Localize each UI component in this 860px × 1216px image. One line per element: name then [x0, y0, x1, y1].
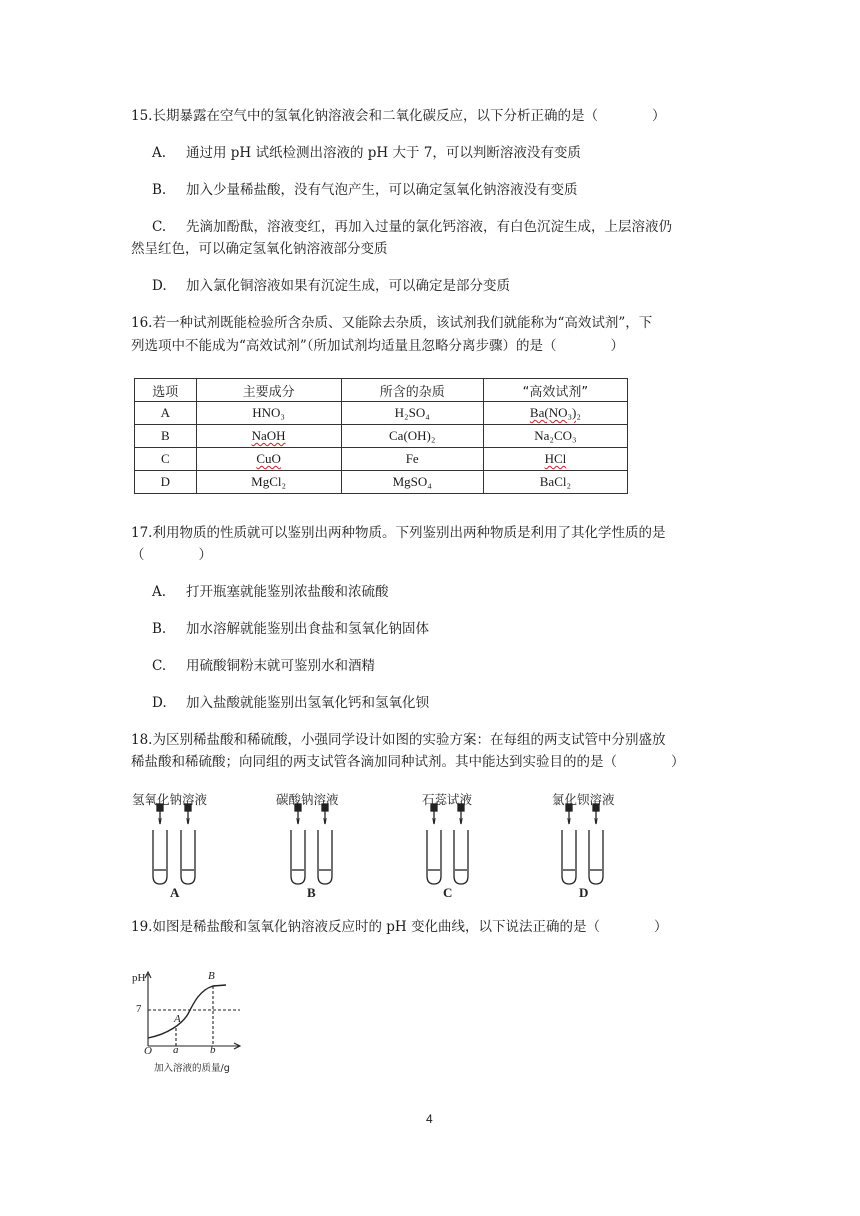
q17-option-c: [152, 656, 375, 676]
q15-option-d: [152, 276, 510, 296]
table-row: [135, 402, 628, 425]
option-letter: C.: [152, 658, 167, 674]
header-cell: 选项: [135, 379, 197, 402]
graph-xtick-a: a: [173, 1044, 179, 1056]
q15-option-c: [152, 217, 672, 237]
reagent-label-d: 氯化钡溶液: [552, 792, 615, 807]
reagent-label-a: 氢氧化钠溶液: [132, 792, 208, 807]
table-cell: A: [135, 402, 197, 425]
option-letter: A.: [152, 584, 167, 600]
q17-option-d: [152, 693, 429, 713]
ph-curve: [148, 985, 226, 1038]
graph-ylabel: pH: [132, 972, 146, 984]
table-header-row: [135, 379, 628, 402]
q18-stem-line2: 稀盐酸和稀硫酸；向同组的两支试管各滴加同种试剂。其中能达到实验目的的是（ ）: [131, 754, 685, 770]
graph-xtick-b: b: [210, 1044, 216, 1056]
option-letter: D.: [152, 695, 167, 711]
group-letter-c: C: [443, 885, 453, 900]
option-text: 加入氯化铜溶液如果有沉淀生成，可以确定是部分变质: [186, 278, 510, 294]
tube-group-c: [427, 804, 468, 884]
graph-xlabel: 加入溶液的质量/g: [154, 1063, 230, 1074]
q17-stem: 17.利用物质的性质就可以鉴别出两种物质。下列鉴别出两种物质是利用了其化学性质的是: [131, 525, 666, 541]
table-cell: [196, 448, 341, 471]
table-cell: B: [135, 425, 197, 448]
q15-option-a: [152, 143, 581, 163]
q17-option-b: [152, 619, 429, 639]
table-cell: Na₂CO₃: [483, 425, 627, 448]
q15-option-b: [152, 180, 578, 200]
cell-text: NaOH: [251, 428, 286, 443]
option-letter: D.: [152, 278, 167, 294]
table-cell: MgSO₄: [341, 471, 483, 494]
option-text: 先滴加酚酞，溶液变红，再加入过量的氯化钙溶液，有白色沉淀生成，上层溶液仍: [186, 219, 672, 235]
header-cell: 所含的杂质: [341, 379, 483, 402]
option-letter: B.: [152, 621, 167, 637]
graph-ytick-7: 7: [136, 1003, 142, 1015]
q17-stem-paren: （ ）: [131, 547, 212, 563]
reagent-label-b: 碳酸钠溶液: [276, 792, 339, 807]
table-row: [135, 425, 628, 448]
table-row: [135, 448, 628, 471]
page-number: 4: [426, 1112, 433, 1126]
tube-group-d: [562, 804, 603, 884]
group-letter-b: B: [307, 885, 316, 900]
group-letter-d: D: [579, 885, 589, 900]
cell-text: Ba(NO₃)₂: [529, 405, 581, 420]
table-cell: [483, 448, 627, 471]
q17-option-a: [152, 582, 389, 602]
table-cell: MgCl₂: [196, 471, 341, 494]
option-text: 加入少量稀盐酸，没有气泡产生，可以确定氢氧化钠溶液没有变质: [186, 182, 578, 198]
tube-group-a: [153, 804, 195, 884]
cell-text: CuO: [256, 451, 281, 466]
table-cell: H₂SO₄: [341, 402, 483, 425]
q16-table: [134, 378, 628, 494]
cell-text: HCl: [544, 451, 567, 466]
table-row: [135, 471, 628, 494]
table-cell: Fe: [341, 448, 483, 471]
graph-point-b: B: [208, 970, 215, 982]
table-cell: [196, 425, 341, 448]
test-tube-figure: [126, 790, 646, 902]
option-letter: C.: [152, 219, 167, 235]
header-cell: 主要成分: [196, 379, 341, 402]
option-letter: B.: [152, 182, 167, 198]
graph-point-a: A: [174, 1013, 181, 1025]
q15-option-c-continued: 然呈红色，可以确定氢氧化钠溶液部分变质: [131, 241, 388, 257]
table-cell: [483, 402, 627, 425]
table-cell: Ca(OH)₂: [341, 425, 483, 448]
option-text: 加水溶解就能鉴别出食盐和氢氧化钠固体: [186, 621, 429, 637]
q19-stem: 19.如图是稀盐酸和氢氧化钠溶液反应时的 pH 变化曲线，以下说法正确的是（ ）: [131, 919, 668, 935]
table-cell: BaCl₂: [483, 471, 627, 494]
group-letter-a: A: [170, 885, 180, 900]
option-text: 加入盐酸就能鉴别出氢氧化钙和氢氧化钡: [186, 695, 429, 711]
q16-stem-line1: 16.若一种试剂既能检验所含杂质、又能除去杂质，该试剂我们就能称为“高效试剂”，下: [131, 315, 653, 331]
table-cell: C: [135, 448, 197, 471]
reagent-label-c: 石蕊试液: [422, 792, 473, 807]
ph-curve-graph: [128, 966, 248, 1076]
q18-stem-line1: 18.为区别稀盐酸和稀硫酸，小强同学设计如图的实验方案：在每组的两支试管中分别盛放: [131, 732, 666, 748]
graph-origin: O: [144, 1045, 152, 1057]
tube-group-b: [291, 804, 332, 884]
table-cell: HNO₃: [196, 402, 341, 425]
header-cell: “高效试剂”: [483, 379, 627, 402]
option-text: 通过用 pH 试纸检测出溶液的 pH 大于 7，可以判断溶液没有变质: [186, 145, 581, 161]
option-letter: A.: [152, 145, 167, 161]
q16-stem-line2: 列选项中不能成为“高效试剂”（所加试剂均适量且忽略分离步骤）的是（ ）: [131, 338, 625, 354]
option-text: 用硫酸铜粉末就可鉴别水和酒精: [186, 658, 375, 674]
q15-stem: 15.长期暴露在空气中的氢氧化钠溶液会和二氧化碳反应，以下分析正确的是（ ）: [131, 108, 666, 124]
option-text: 打开瓶塞就能鉴别浓盐酸和浓硫酸: [186, 584, 389, 600]
table-cell: D: [135, 471, 197, 494]
